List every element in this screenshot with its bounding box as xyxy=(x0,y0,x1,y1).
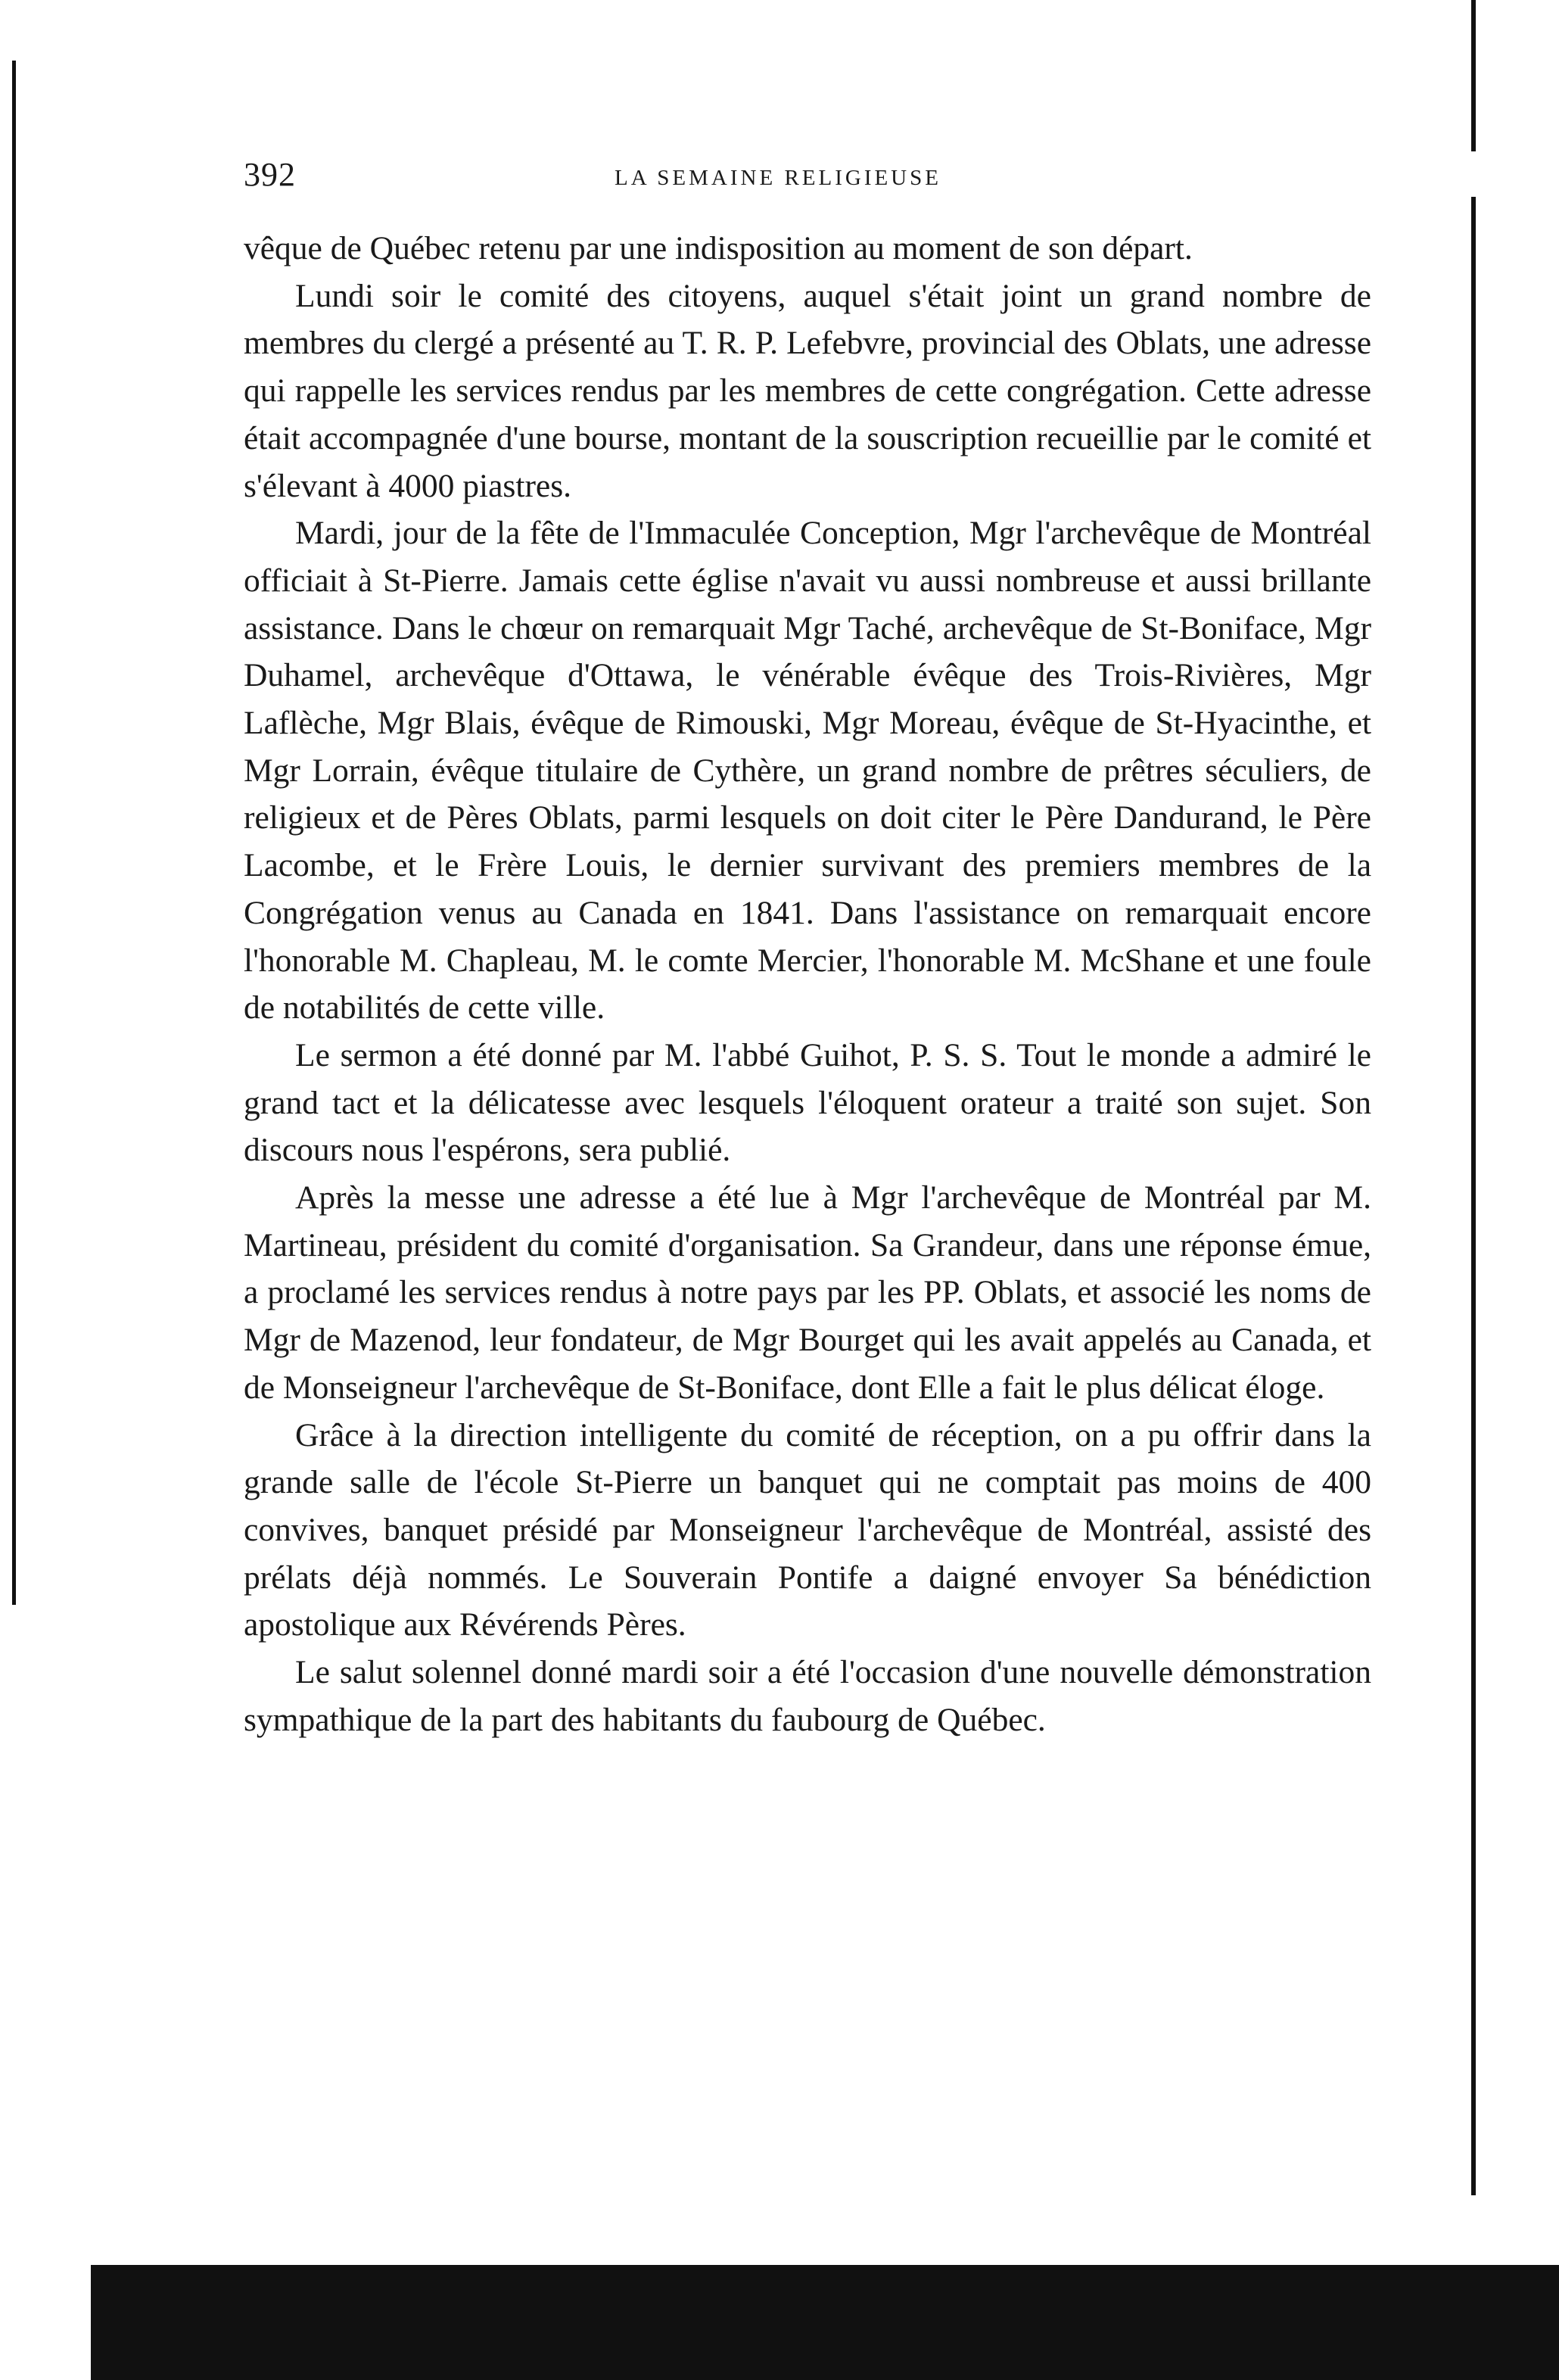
paragraph: Mardi, jour de la fête de l'Immaculée Conception, Mgr l'archevêque de Montréal officiait à St-Pierre. Jamais cette église n'avait vu aussi nombreuse et aussi brillante assistance. Dans le chœur on remarquait Mgr Taché, archevêque de St-Boniface, Mgr Duhamel, archevêque d'Ottawa, le vénérable évêque des Trois-Rivières, Mgr Laflèche, Mgr Blais, évêque de Rimouski, Mgr Moreau, évêque de St-Hyacinthe, et Mgr Lorrain, évêque titulaire de Cythère, un grand nombre de prêtres séculiers, de religieux et de Pères Oblats, parmi lesquels on doit citer le Père Dandurand, le Père Lacombe, et le Frère Louis, le dernier survivant des premiers membres de la Congrégation venus au Canada en 1841. Dans l'assistance on remarquait encore l'honorable M. Chapleau, M. le comte Mercier, l'honorable M. McShane et une foule de notabilités de cette ville. xyxy=(244,515,1371,1026)
book-page xyxy=(244,155,1371,1744)
scan-edge-left xyxy=(12,61,16,1605)
paragraph: Lundi soir le comité des citoyens, auquel s'était joint un grand nombre de membres du clergé a présenté au T. R. P. Lefebvre, provincial des Oblats, une adresse qui rappelle les services rendus par les membres de cette congrégation. Cette adresse était accompagnée d'une bourse, montant de la souscription recueillie par le comité et s'élevant à 4000 piastres. xyxy=(244,277,1371,504)
paragraph: Le salut solennel donné mardi soir a été l'occasion d'une nouvelle démonstration sympathique de la part des habitants du faubourg de Québec. xyxy=(244,1654,1371,1738)
paragraph: Après la messe une adresse a été lue à Mgr l'archevêque de Montréal par M. Martineau, président du comité d'organisation. Sa Grandeur, dans une réponse émue, a proclamé les services rendus à notre pays par les PP. Oblats, et associé les noms de Mgr de Mazenod, leur fondateur, de Mgr Bourget qui les avait appelés au Canada, et de Monseigneur l'archevêque de St-Boniface, dont Elle a fait le plus délicat éloge. xyxy=(244,1179,1371,1406)
running-title: LA SEMAINE RELIGIEUSE xyxy=(615,166,941,190)
paragraph: Grâce à la direction intelligente du comité de réception, on a pu offrir dans la grande salle de l'école St-Pierre un banquet qui ne comptait pas moins de 400 convives, banquet présidé par Monseigneur l'archevêque de Montréal, assisté des prélats déjà nommés. Le Souverain Pontife a daigné envoyer Sa bénédiction apostolique aux Révérends Pères. xyxy=(244,1416,1371,1643)
scan-edge-right-top xyxy=(1471,0,1476,151)
page-number: 392 xyxy=(244,156,296,193)
page-header xyxy=(244,155,1371,208)
scan-edge-bottom xyxy=(91,2265,1559,2380)
scan-edge-right xyxy=(1471,197,1476,2195)
paragraph: Le sermon a été donné par M. l'abbé Guihot, P. S. S. Tout le monde a admiré le grand tact et la délicatesse avec lesquels l'éloquent orateur a traité son sujet. Son discours nous l'espérons, sera publié. xyxy=(244,1036,1371,1169)
paragraph-continued: vêque de Québec retenu par une indisposition au moment de son départ. xyxy=(244,230,1193,266)
